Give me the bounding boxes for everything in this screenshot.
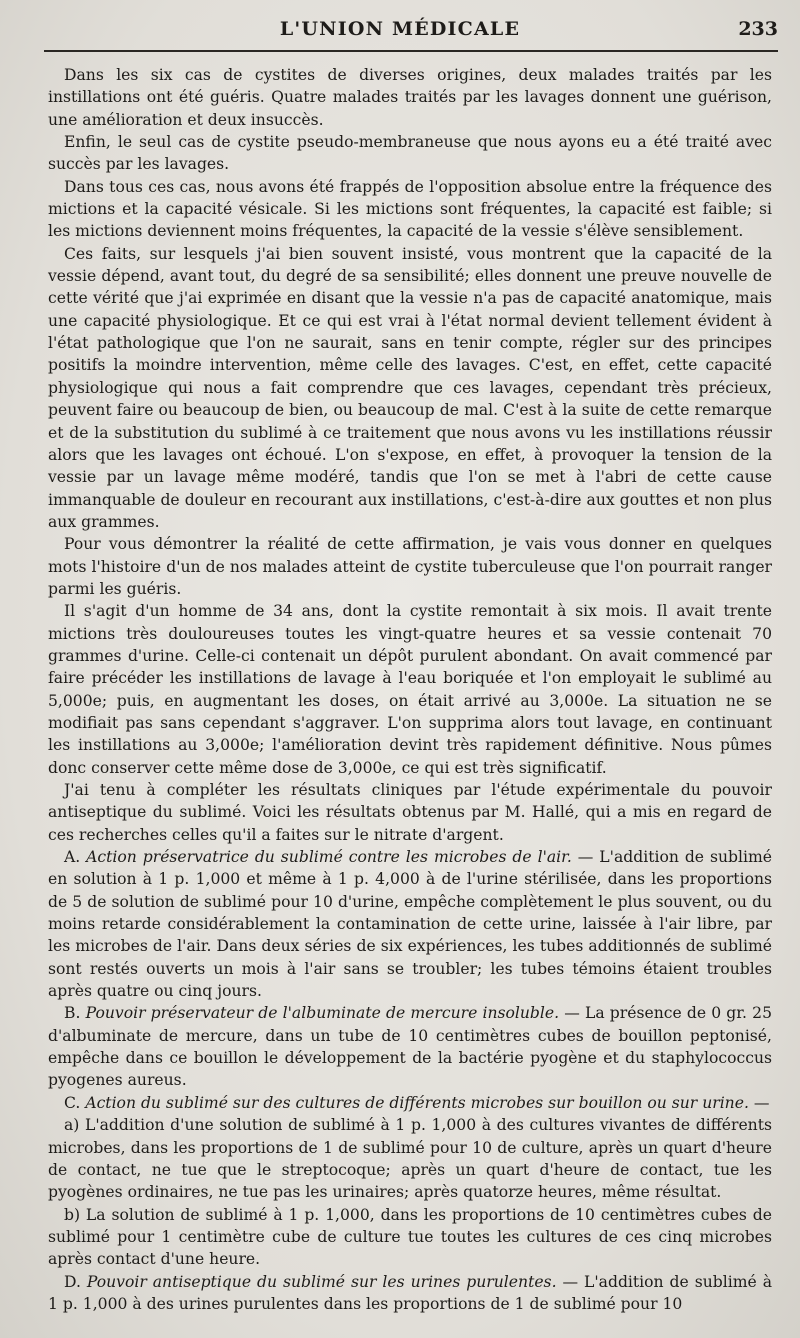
running-head (0, 14, 800, 48)
paragraph: Ces faits, sur lesquels j'ai bien souvent insisté, vous montrent que la capacité de la vessie dépend, avant tout, du degré de sa sensibilité; elles donnent une preuve nouvelle de cette vérité que j'ai exprimée en disant que la vessie n'a pas de capacité anatomique, mais une capacité physiologique. Et ce qui est vrai à l'état normal devient tellement évident à l'état pathologique que l'on ne saurait, sans en tenir compte, régler sur des principes positifs la moindre intervention, même celle des lavages. C'est, en effet, cette capacité physiologique qui nous a fait comprendre que ces lavages, cependant très précieux, peuvent faire ou beaucoup de bien, ou beaucoup de mal. C'est à la suite de cette remarque et de la substitution du sublimé à ce traitement que nous avons vu les instillations réussir alors que les lavages ont échoué. L'on s'expose, en effet, à provoquer la tension de la vessie par un lavage même modéré, tandis que l'on se met à l'abri de cette cause immanquable de douleur en recourant aux instillations, c'est-à-dire aux gouttes et non plus aux grammes. (48, 244, 772, 531)
section-heading: Pouvoir préservateur de l'albuminate de mercure insoluble. (85, 1004, 560, 1023)
section-heading: Pouvoir antiseptique du sublimé sur les urines purulentes. (86, 1272, 557, 1291)
body-text (48, 64, 772, 1315)
section-c (48, 1092, 772, 1114)
section-a (48, 846, 772, 1002)
header-rule (44, 50, 778, 52)
section-heading: Action du sublimé sur des cultures de différents microbes sur bouillon ou sur urine. (85, 1093, 749, 1112)
paragraph: Dans tous ces cas, nous avons été frappés de l'opposition absolue entre la fréquence des mictions et la capacité vésicale. Si les mictions sont fréquentes, la capacité est faible; si les mictions deviennent moins fréquentes, la capacité de la vessie s'élève sensiblement. (48, 177, 772, 241)
page-number: 233 (738, 18, 778, 40)
section-text: — L'addition de sublimé en solution à 1 p. 1,000 et même à 1 p. 4,000 à de l'urine stérilisée, dans les proportions de 5 de solution de sublimé pour 10 d'urine, empêche complètement le plus souvent, ou du moins retarde considérablement la contamination de cette urine, laissée à l'air libre, par les microbes de l'air. Dans deux séries de six expériences, les tubes additionnés de sublimé sont restés ouverts un mois à l'air sans se troubler; les tubes témoins étaient troubles après quatre ou cinq jours. (48, 848, 772, 1001)
section-label: B. (64, 1004, 81, 1023)
subitem-a: a) L'addition d'une solution de sublimé à 1 p. 1,000 à des cultures vivantes de différents microbes, dans les proportions de 1 de sublimé pour 10 de culture, après un quart d'heure de contact, ne tue que le streptocoque; après un quart d'heure de contact, tue les pyogènes ordinaires, ne tue pas les urinaires; après quatorze heures, même résultat. (48, 1116, 772, 1202)
journal-title: L'UNION MÉDICALE (279, 18, 521, 40)
section-label: C. (64, 1093, 81, 1112)
section-text: — L'addition de sublimé à 1 p. 1,000 à des urines purulentes dans les proportions de 1 de sublimé pour 10 (48, 1272, 772, 1313)
section-text: — La présence de 0 gr. 25 d'albuminate de mercure, dans un tube de 10 centimètres cubes de bouillon peptonisé, empêche dans ce bouillon le développement de la bactérie pyogène et du staphylococcus pyogenes aureus. (48, 1004, 772, 1090)
section-label: A. (64, 848, 81, 867)
section-label: D. (64, 1272, 81, 1291)
section-d (48, 1271, 772, 1316)
section-b (48, 1002, 772, 1091)
paragraph: J'ai tenu à compléter les résultats cliniques par l'étude expérimentale du pouvoir antiseptique du sublimé. Voici les résultats obtenus par M. Hallé, qui a mis en regard de ces recherches celles qu'il a faites sur le nitrate d'argent. (48, 781, 772, 844)
subitem-b: b) La solution de sublimé à 1 p. 1,000, dans les proportions de 10 centimètres cubes de sublimé pour 1 centimètre cube de culture tue toutes les cultures de ces cinq microbes après contact d'une heure. (48, 1205, 772, 1269)
paragraph: Dans les six cas de cystites de diverses origines, deux malades traités par les instillations ont été guéris. Quatre malades traités par les lavages donnent une guérison, une amélioration et deux insuccès. (48, 66, 772, 129)
section-heading: Action préservatrice du sublimé contre les microbes de l'air. (86, 848, 572, 867)
paragraph: Pour vous démontrer la réalité de cette affirmation, je vais vous donner en quelques mots l'histoire d'un de nos malades atteint de cystite tuberculeuse que l'on pourrait ranger parmi les guéris. (48, 535, 772, 598)
paragraph: Enfin, le seul cas de cystite pseudo-membraneuse que nous ayons eu a été traité avec succès par les lavages. (48, 133, 772, 174)
section-text: — (748, 1093, 770, 1112)
paragraph: Il s'agit d'un homme de 34 ans, dont la cystite remontait à six mois. Il avait trente mictions très douloureuses toutes les vingt-quatre heures et sa vessie contenait 70 grammes d'urine. Celle-ci contenait un dépôt purulent abondant. On avait commencé par faire précéder les instillations de lavage à l'eau boriquée et l'on employait le sublimé au 5,000e; puis, en augmentant les doses, on était arrivé au 3,000e. La situation ne se modifiait pas sans cependant s'aggraver. L'on supprima alors tout lavage, en continuant les instillations au 3,000e; l'amélioration devint très rapidement définitive. Nous pûmes donc conserver cette même dose de 3,000e, ce qui est très significatif. (48, 602, 772, 777)
